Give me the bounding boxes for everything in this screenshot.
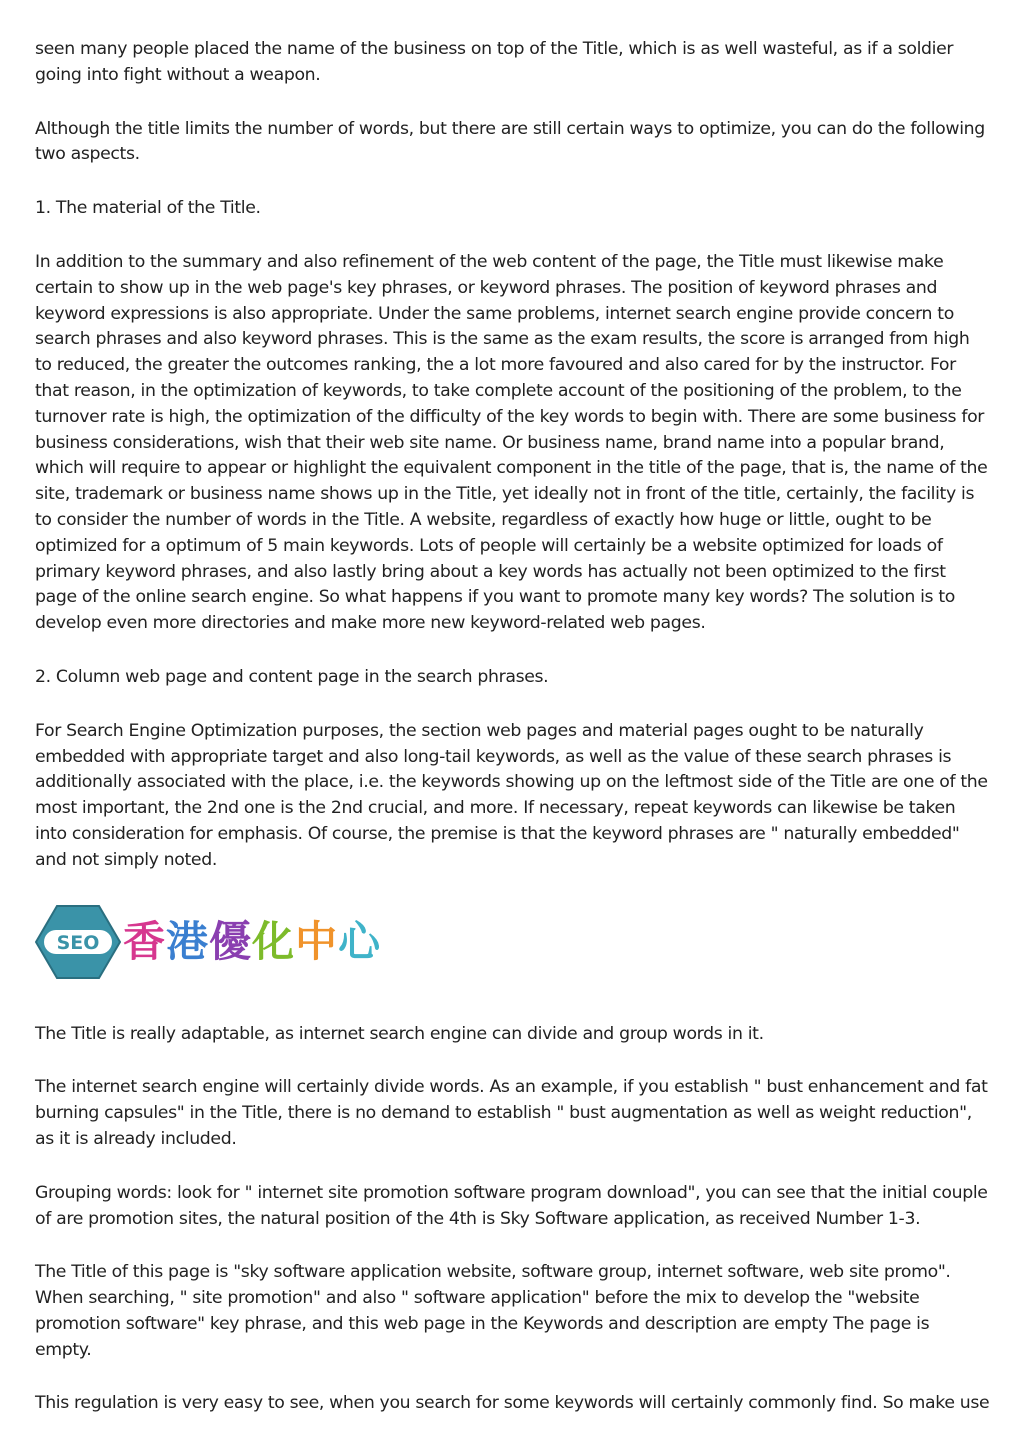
paragraph-title-limits: Although the title limits the number of words, but there are still certain ways to optimize, you can do the following two aspects. bbox=[35, 118, 985, 165]
logo-char: 中 bbox=[295, 916, 339, 966]
paragraph-page-title-example: The Title of this page is "sky software application website, software group, internet software, web site promo". When searching, " site promotion" and also " software application" before the mix to develop the "website promotion software" key phrase, and this web page in the Keywords and description are empty The page is empty. bbox=[35, 1262, 951, 1360]
paragraph-regulation: This regulation is very easy to see, when you search for some keywords will certainly commonly find. So make use bbox=[35, 1393, 990, 1414]
section-heading-material: 1. The material of the Title. bbox=[35, 198, 261, 219]
logo-char: 優 bbox=[209, 916, 253, 966]
logo-char: 化 bbox=[252, 916, 296, 966]
logo-char: 心 bbox=[338, 916, 382, 966]
paragraph-title-adaptable: The Title is really adaptable, as internet search engine can divide and group words in it. bbox=[35, 1023, 764, 1044]
logo-title bbox=[123, 902, 381, 982]
document-page bbox=[35, 37, 990, 1445]
paragraph-material-body: In addition to the summary and also refinement of the web content of the page, the Title must likewise make certain to show up in the web page's key phrases, or keyword phrases. The position of keyword phrases and keyword expressions is also appropriate. Under the same problems, internet search engine provide concern to search phrases and also keyword phrases. This is the same as the exam results, the score is arranged from high to reduced, the greater the outcomes ranking, the a lot more favoured and also cared for by the instructor. For that reason, in the optimization of keywords, to take complete account of the positioning of the problem, to the turnover rate is high, the optimization of the difficulty of the key words to begin with. There are some business for business considerations, wish that their web site name. Or business name, brand name into a popular brand, which will require to appear or highlight the equivalent component in the title of the page, that is, the name of the site, trademark or business name shows up in the Title, yet ideally not in front of the title, certainly, the facility is to consider the number of words in the Title. A website, regardless of exactly how huge or little, ought to be optimized for a optimum of 5 main keywords. Lots of people will certainly be a website optimized for loads of primary keyword phrases, and also lastly bring about a key words has actually not been optimized to the first page of the online search engine. So what happens if you want to promote many key words? The solution is to develop even more directories and make more new keyword-related web pages. bbox=[35, 251, 988, 634]
paragraph-divide-words: The internet search engine will certainly divide words. As an example, if you establish " bust enhancement and fat burning capsules" in the Title, there is no demand to establish " bust augmentation as well as weight reduction", as it is already included. bbox=[35, 1077, 988, 1149]
paragraph-intro-continuation: seen many people placed the name of the business on top of the Title, which is as well wasteful, as if a soldier going into fight without a weapon. bbox=[35, 39, 954, 85]
logo-char: 港 bbox=[166, 916, 210, 966]
section-heading-column-page: 2. Column web page and content page in the search phrases. bbox=[35, 666, 549, 687]
paragraph-grouping-words: Grouping words: look for " internet site promotion software program download", you can see that the initial couple of are promotion sites, the natural position of the 4th is Sky Software application, as received Number 1-3. bbox=[35, 1182, 988, 1229]
paragraph-column-page-body: For Search Engine Optimization purposes, the section web pages and material pages ought to be naturally embedded with appropriate target and also long-tail keywords, as well as the value of these search phrases is additionally associated with the place, i.e. the keywords showing up on the leftmost side of the Title are one of the most important, the 2nd one is the 2nd crucial, and more. If necessary, repeat keywords can likewise be taken into consideration for emphasis. Of course, the premise is that the keyword phrases are " naturally embedded" and not simply noted. bbox=[35, 720, 988, 870]
seo-logo bbox=[35, 902, 990, 982]
seo-hexagon-icon bbox=[35, 904, 121, 980]
seo-badge-label: SEO bbox=[56, 931, 100, 954]
logo-char: 香 bbox=[123, 916, 167, 966]
